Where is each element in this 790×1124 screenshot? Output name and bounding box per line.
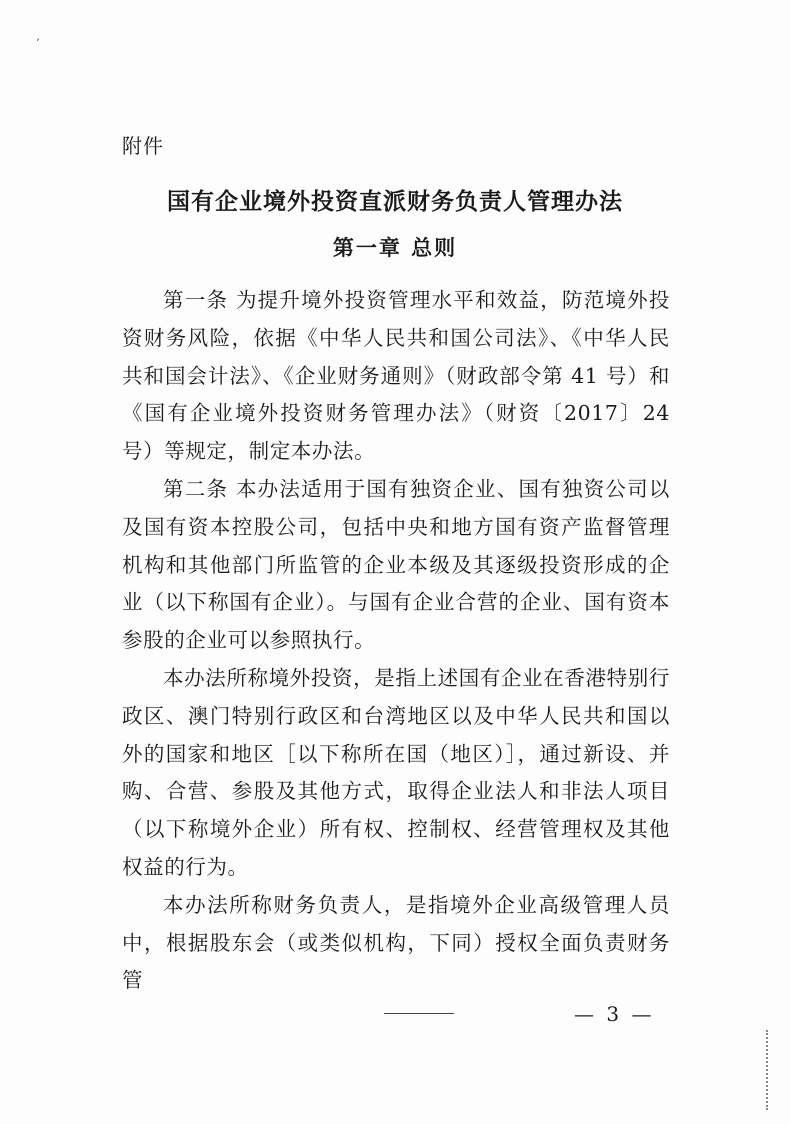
document-body <box>122 282 670 1000</box>
paragraph-overseas-investment-definition: 本办法所称境外投资，是指上述国有企业在香港特别行政区、澳门特别行政区和台湾地区以及中华人民共和国以外的国家和地区［以下称所在国（地区）］，通过新设、并购、合营、参股及其他方式，取得企业法人和非法人项目（以下称境外企业）所有权、控制权、经营管理权及其他权益的行为。 <box>122 665 670 879</box>
paragraph-article-1: 第一条 为提升境外投资管理水平和效益，防范境外投资财务风险，依据《中华人民共和国公司法》、《中华人民共和国会计法》、《企业财务通则》（财政部令第 41 号）和《国有企业境外投资财务管理办法》（财资〔2017〕24 号）等规定，制定本办法。 <box>122 288 670 464</box>
page-number: — 3 — <box>574 1002 655 1026</box>
chapter-heading: 第一章 总则 <box>332 236 458 260</box>
scan-speck: ʼ <box>36 38 40 49</box>
attachment-label: 附件 <box>122 134 164 158</box>
footer-divider <box>384 1013 454 1014</box>
paragraph-financial-officer-definition: 本办法所称财务负责人，是指境外企业高级管理人员中，根据股东会（或类似机构，下同）授权全面负责财务管 <box>122 892 670 993</box>
paragraph-article-2: 第二条 本办法适用于国有独资企业、国有独资公司以及国有资本控股公司，包括中央和地方国有资产监督管理机构和其他部门所监管的企业本级及其逐级投资形成的企业（以下称国有企业）。与国有企业合营的企业、国有资本参股的企业可以参照执行。 <box>122 476 670 653</box>
binding-marks <box>766 1030 772 1110</box>
document-title: 国有企业境外投资直派财务负责人管理办法 <box>167 189 623 215</box>
